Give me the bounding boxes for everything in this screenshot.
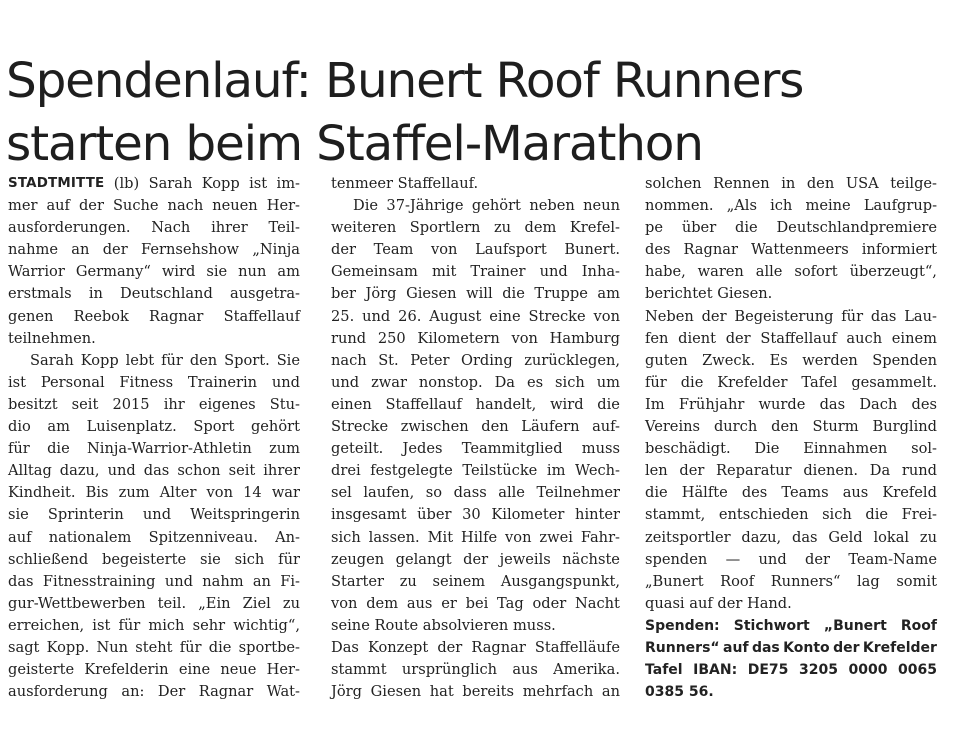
text-line: ausforderung an: Der Ragnar Wat- [8, 683, 300, 701]
text-line: gur-Wettbewerben teil. „Ein Ziel zu [8, 594, 300, 612]
text-line: ist Personal Fitness Trainerin und [8, 373, 300, 391]
text-line: dio am Luisenplatz. Sport gehört [8, 418, 300, 436]
text-line: erreichen, ist für mich sehr wichtig“, [8, 616, 300, 634]
column-3 [645, 173, 937, 703]
text-line: genen Reebok Ragnar Staffellauf [8, 307, 300, 325]
text-line: Runners“ auf das Konto der Krefelder [645, 639, 937, 656]
text-line: insgesamt über 30 Kilometer hinter [331, 506, 620, 524]
text-line: Im Frühjahr wurde das Dach des [645, 395, 937, 413]
text-line: für die Ninja-Warrior-Athletin zum [8, 440, 300, 458]
text-line: STADTMITTE (lb) Sarah Kopp ist im- [8, 173, 300, 195]
text-line: nahme an der Fernsehshow „Ninja [8, 241, 300, 259]
text-line: das Fitnesstraining und nahm an Fi- [8, 572, 300, 590]
text-line: pe über die Deutschlandpremiere [645, 219, 937, 237]
text-line: habe, waren alle sofort überzeugt“, [645, 263, 937, 281]
text-line: tenmeer Staffellauf. [331, 175, 479, 192]
kicker: STADTMITTE [8, 176, 105, 191]
text-line: „Bunert Roof Runners“ lag somit [645, 572, 937, 590]
text-line: berichtet Giesen. [645, 285, 773, 303]
text-line: nommen. „Als ich meine Laufgrup- [645, 197, 937, 215]
text-line: des Ragnar Wattenmeers informiert [645, 241, 937, 259]
text-line: ber Jörg Giesen will die Truppe am [331, 285, 620, 303]
text-line: beschädigt. Die Einnahmen sol- [645, 440, 937, 458]
text-line: sich lassen. Mit Hilfe von zwei Fahr- [331, 528, 620, 546]
text-line: sie Sprinterin und Weitspringerin [8, 506, 300, 524]
text-line: sel laufen, so dass alle Teilnehmer [331, 484, 620, 502]
text-line: der Team von Laufsport Bunert. [331, 241, 620, 259]
text-line: Vereins durch den Sturm Burglind [645, 418, 937, 436]
text-line: Das Konzept der Ragnar Staffelläufe [331, 638, 620, 656]
text-line: drei festgelegte Teilstücke im Wech- [331, 462, 620, 480]
text-line: Neben der Begeisterung für das Lau- [645, 307, 937, 325]
text-line: Tafel IBAN: DE75 3205 0000 0065 [645, 662, 937, 679]
text-line: Sarah Kopp lebt für den Sport. Sie [30, 351, 300, 369]
text-line: für die Krefelder Tafel gesammelt. [645, 373, 937, 391]
text-line: quasi auf der Hand. [645, 594, 792, 612]
text-line: auf nationalem Spitzenniveau. An- [8, 528, 300, 546]
headline [6, 50, 956, 176]
text-line: geisterte Krefelderin eine neue Her- [8, 661, 300, 679]
text-line: Gemeinsam mit Trainer und Inha- [331, 263, 620, 281]
text-line: sagt Kopp. Nun steht für die sportbe- [8, 638, 300, 656]
text-line: 25. und 26. August eine Strecke von [331, 307, 620, 325]
text-line: einen Staffellauf handelt, wird die [331, 395, 620, 413]
column-1 [8, 173, 300, 703]
text-line: schließend begeisterte sie sich für [8, 550, 300, 568]
text-line: len der Reparatur dienen. Da rund [645, 462, 937, 480]
text-line: Strecke zwischen den Läufern auf- [331, 418, 620, 436]
text-line: Alltag dazu, und das schon seit ihrer [8, 462, 300, 480]
text-line: Die 37-Jährige gehört neben neun [353, 197, 620, 215]
text-line: zeitsportler dazu, das Geld lokal zu [645, 528, 937, 546]
column-2 [331, 173, 620, 703]
text-line: 0385 56. [645, 684, 714, 701]
text-line: besitzt seit 2015 ihr eigenes Stu- [8, 395, 300, 413]
text-line: mer auf der Suche nach neuen Her- [8, 197, 300, 215]
text-line: Warrior Germany“ wird sie nun am [8, 263, 300, 281]
headline-line-1: Spendenlauf: Bunert Roof Runners [6, 53, 804, 110]
text-line: die Hälfte des Teams aus Krefeld [645, 484, 937, 502]
text-line: rund 250 Kilometern von Hamburg [331, 329, 620, 347]
text-line: ausforderungen. Nach ihrer Teil- [8, 219, 300, 237]
text-line: stammt ursprünglich aus Amerika. [331, 661, 620, 679]
text-line: Jörg Giesen hat bereits mehrfach an [331, 683, 620, 701]
text-line: stammt, entschieden sich die Frei- [645, 506, 937, 524]
text-line: guten Zweck. Es werden Spenden [645, 351, 937, 369]
text-line: teilnehmen. [8, 329, 96, 347]
text-line: seine Route absolvieren muss. [331, 616, 556, 634]
text-line: fen dient der Staffellauf auch einem [645, 329, 937, 347]
text-line: nach St. Peter Ording zurücklegen, [331, 351, 620, 369]
text-line: von dem aus er bei Tag oder Nacht [331, 594, 620, 612]
text-line: und zwar nonstop. Da es sich um [331, 373, 620, 391]
text-line: spenden — und der Team-Name [645, 550, 937, 568]
text-line: Starter zu seinem Ausgangspunkt, [331, 572, 620, 590]
text-line: weiteren Sportlern zu dem Krefel- [331, 219, 620, 237]
text-line: Kindheit. Bis zum Alter von 14 war [8, 484, 300, 502]
headline-line-2: starten beim Staffel-Marathon [6, 116, 703, 173]
text-line: Spenden: Stichwort „Bunert Roof [645, 617, 937, 634]
text-line: erstmals in Deutschland ausgetra- [8, 285, 300, 303]
text-line: solchen Rennen in den USA teilge- [645, 175, 937, 192]
text-line: zeugen gelangt der jeweils nächste [331, 550, 620, 568]
text-line: geteilt. Jedes Teammitglied muss [331, 440, 620, 458]
